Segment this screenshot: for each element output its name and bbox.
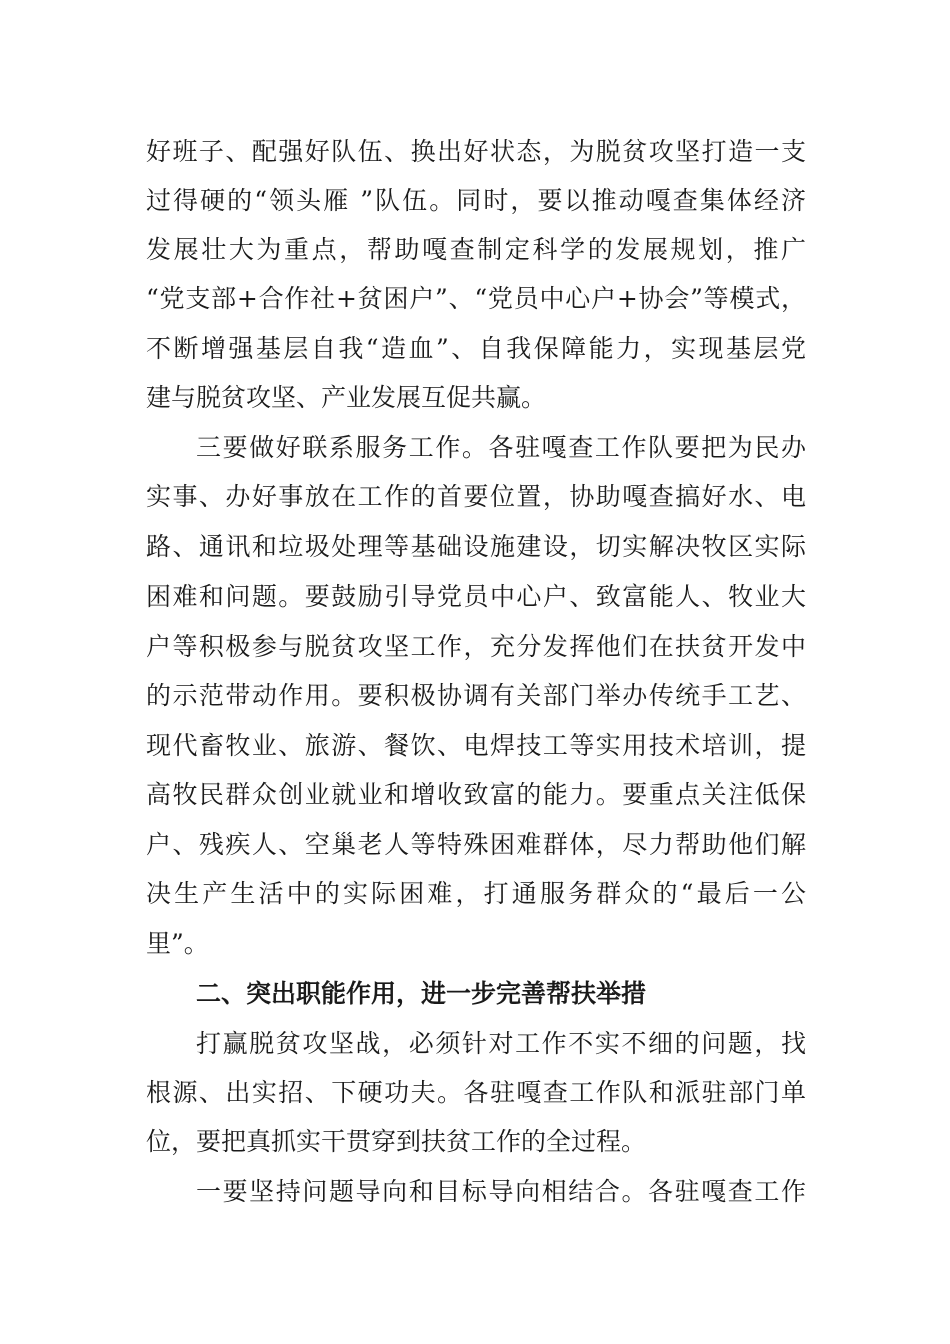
text-line: 过得硬的“领头雁 ”队伍。同时，要以推动嘎查集体经济 [146, 186, 806, 215]
text-line: 决生产生活中的实际困难，打通服务群众的“最后一公 [146, 879, 806, 908]
text-line: 路、通讯和垃圾处理等基础设施建设，切实解决牧区实际 [146, 532, 806, 561]
text-line: 建与脱贫攻坚、产业发展互促共赢。 [146, 383, 547, 412]
paragraph-start-line: 三要做好联系服务工作。各驻嘎查工作队要把为民办 [196, 433, 806, 462]
text-line: 户、残疾人、空巢老人等特殊困难群体，尽力帮助他们解 [146, 830, 806, 859]
text-line: 不断增强基层自我“造血”、自我保障能力，实现基层党 [146, 334, 806, 363]
text-line: 位，要把真抓实干贯穿到扶贫工作的全过程。 [146, 1127, 647, 1156]
text-line: 根源、出实招、下硬功夫。各驻嘎查工作队和派驻部门单 [146, 1078, 806, 1107]
text-line: 的示范带动作用。要积极协调有关部门举办传统手工艺、 [146, 681, 806, 710]
text-line: 高牧民群众创业就业和增收致富的能力。要重点关注低保 [146, 780, 806, 809]
text-line: 实事、办好事放在工作的首要位置，协助嘎查搞好水、电 [146, 482, 806, 511]
paragraph-start-line: 打赢脱贫攻坚战，必须针对工作不实不细的问题，找 [196, 1029, 806, 1058]
text-line: 好班子、配强好队伍、换出好状态，为脱贫攻坚打造一支 [146, 137, 806, 166]
text-line: 困难和问题。要鼓励引导党员中心户、致富能人、牧业大 [146, 582, 806, 611]
text-line: 发展壮大为重点，帮助嘎查制定科学的发展规划，推广 [146, 235, 806, 264]
paragraph-start-line: 一要坚持问题导向和目标导向相结合。各驻嘎查工作 [196, 1177, 806, 1206]
section-heading: 二、突出职能作用，进一步完善帮扶举措 [196, 979, 647, 1008]
text-line: 现代畜牧业、旅游、餐饮、电焊技工等实用技术培训，提 [146, 731, 806, 760]
text-line: 户等积极参与脱贫攻坚工作，充分发挥他们在扶贫开发中 [146, 632, 806, 661]
text-line: 里”。 [146, 929, 209, 958]
text-line: “党支部+合作社+贫困户”、“党员中心户+协会”等模式， [146, 284, 806, 313]
